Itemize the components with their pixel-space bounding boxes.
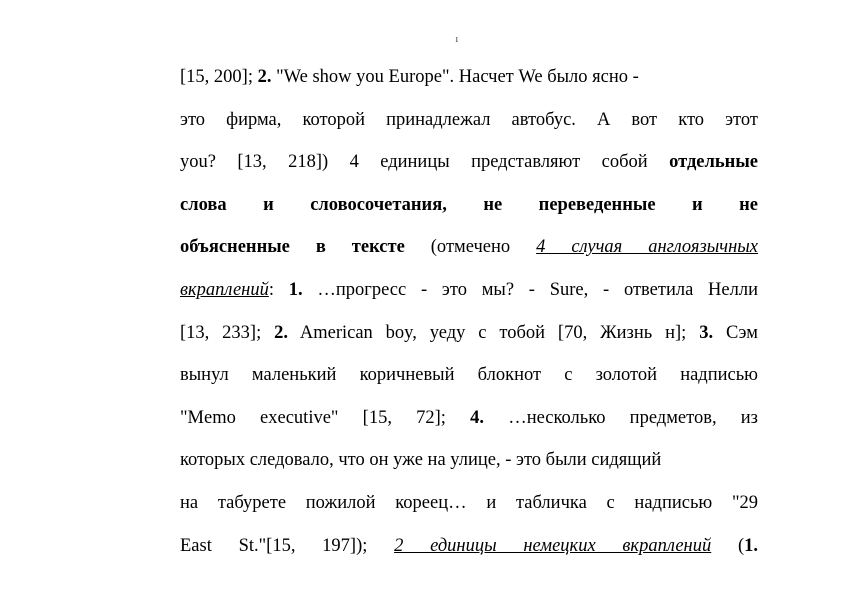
text-segment: "We show you Europe". Насчет We было ясно -: [271, 67, 639, 87]
text-segment: [13, 233];: [180, 322, 275, 343]
text-segment: которых следовало, что он уже на улице, - это были сидящий: [180, 450, 662, 471]
text-segment: [15, 200];: [180, 67, 258, 87]
text-segment: …несколько предметов, из: [484, 407, 758, 428]
text-segment: на табурете пожилой кореец… и табличка с надписью "29: [180, 493, 758, 513]
emphasized-text: 2 единицы немецких вкраплений: [394, 535, 712, 556]
text-line: [180, 236, 758, 258]
text-line: [180, 66, 758, 88]
text-segment: …прогресс - это мы? - Sure, - ответила Нелли: [302, 280, 758, 300]
text-segment: American boy, уеду с тобой [70, Жизнь н];: [288, 322, 700, 343]
text-segment: (отмечено: [404, 237, 537, 258]
text-line: [180, 407, 758, 429]
bold-text: 2.: [257, 67, 272, 87]
text-line: [180, 535, 758, 557]
text-segment: East St."[15, 197]);: [180, 535, 395, 556]
text-line: [180, 449, 758, 471]
text-line: [180, 322, 758, 344]
page-number: 1: [455, 36, 459, 44]
text-segment: это фирма, которой принадлежал автобус. А вот кто этот: [180, 109, 758, 130]
text-segment: Сэм: [713, 322, 758, 343]
text-segment: вынул маленький коричневый блокнот с золотой надписью: [180, 365, 758, 386]
text-segment: :: [268, 280, 289, 300]
text-line: [180, 194, 758, 216]
text-line: [180, 364, 758, 386]
bold-text: 1.: [288, 280, 303, 300]
emphasized-text: вкраплений: [180, 280, 269, 300]
text-line: [180, 492, 758, 514]
emphasized-text: 4 случая англоязычных: [536, 237, 758, 258]
text-segment: you? [13, 218]) 4 единицы представляют собой: [180, 152, 670, 173]
text-line: [180, 109, 758, 131]
bold-text: слова и словосочетания, не переведенные и не: [180, 194, 758, 215]
bold-text: 1.: [744, 535, 758, 556]
text-segment: (: [711, 535, 745, 556]
bold-text: 3.: [699, 322, 714, 343]
text-line: [180, 279, 758, 301]
text-line: [180, 151, 758, 173]
text-segment: "Memo executive" [15, 72];: [180, 407, 471, 428]
bold-text: объясненные в тексте: [180, 237, 405, 258]
bold-text: отдельные: [669, 152, 758, 173]
bold-text: 2.: [274, 322, 288, 343]
bold-text: 4.: [470, 407, 484, 428]
